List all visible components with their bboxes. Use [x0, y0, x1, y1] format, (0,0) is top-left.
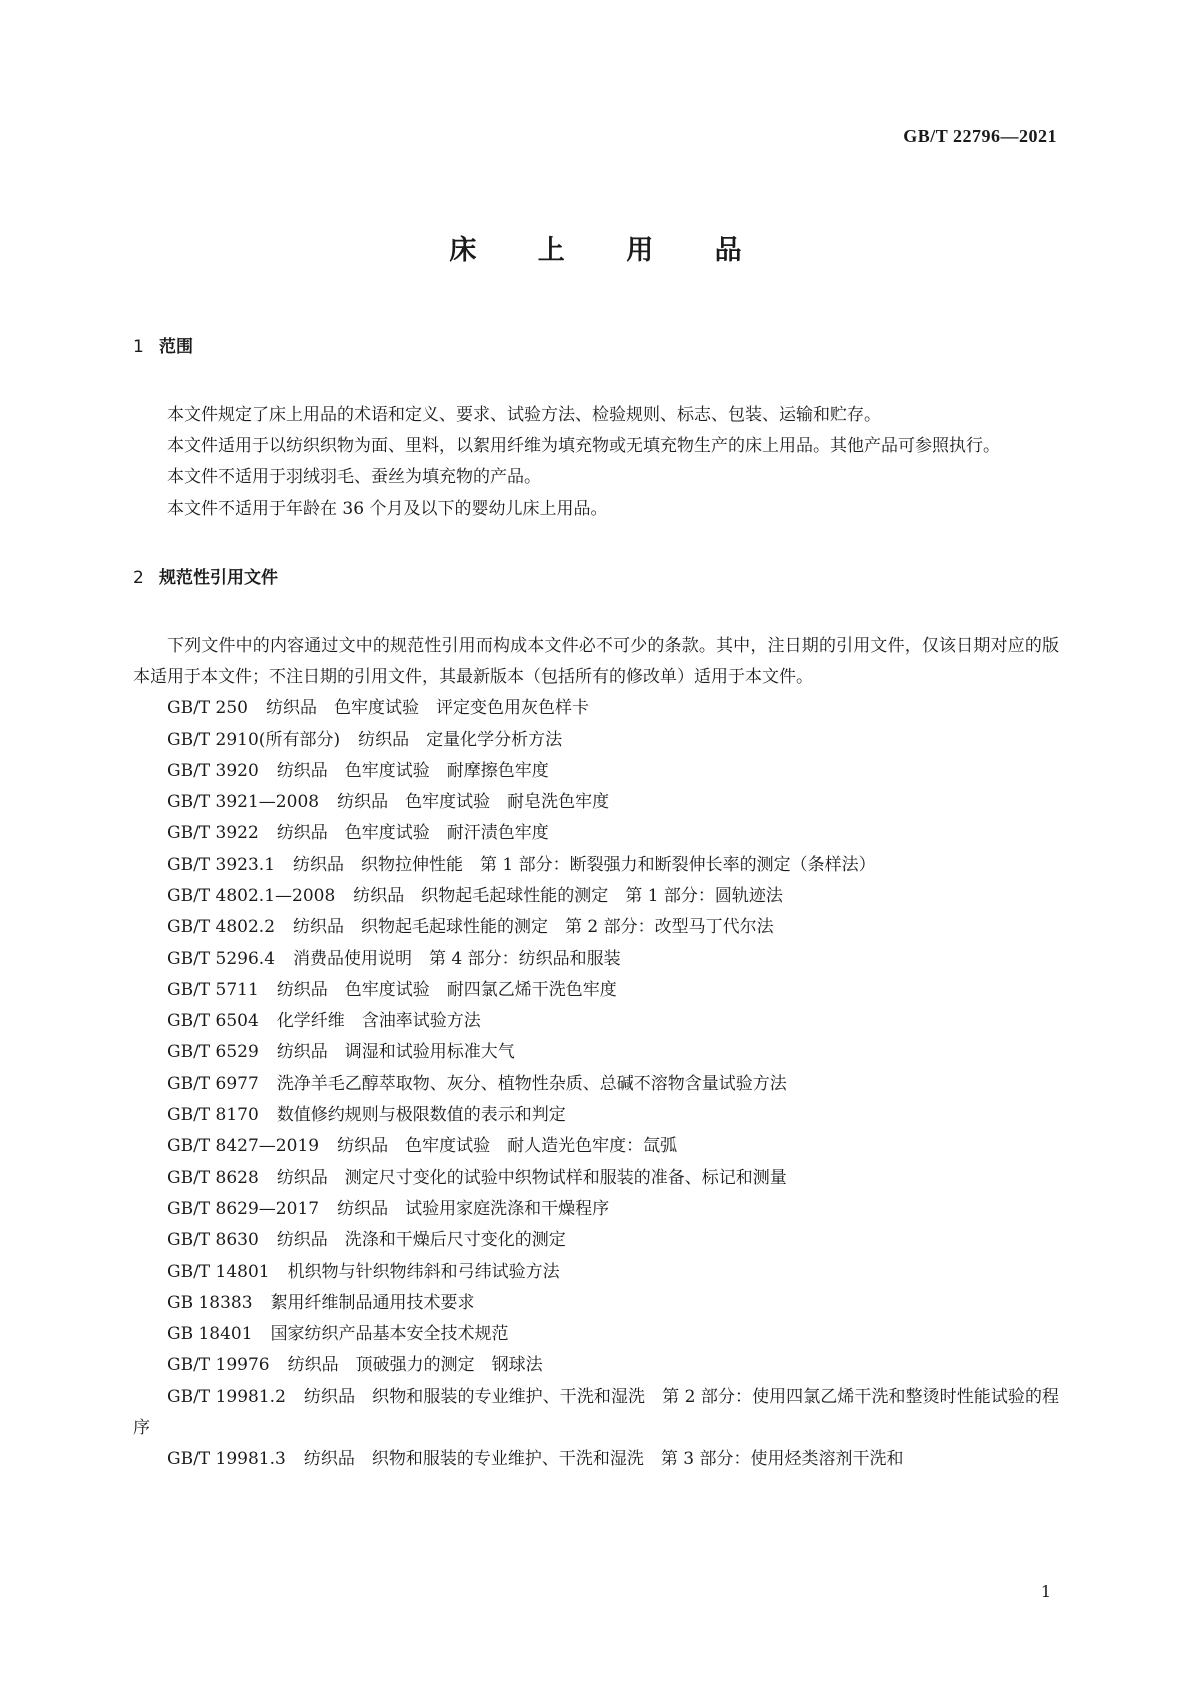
reference-item — [133, 1225, 1059, 1256]
reference-code: GB/T 4802.2 — [167, 917, 276, 938]
section-1-heading — [133, 334, 1059, 360]
standard-number: GB/T 22796—2021 — [903, 126, 1057, 146]
paragraph: 本文件规定了床上用品的术语和定义、要求、试验方法、检验规则、标志、包装、运输和贮存。 — [167, 405, 881, 425]
reference-title: 纺织品 织物和服装的专业维护、干洗和湿洗 第 2 部分：使用四氯乙烯干洗和整烫时性能试验的程序 — [133, 1386, 1060, 1439]
reference-title: 纺织品 调湿和试验用标准大气 — [276, 1042, 515, 1063]
reference-code: GB/T 6977 — [167, 1073, 259, 1094]
reference-item — [133, 975, 1059, 1006]
page-number: 1 — [1040, 1582, 1051, 1601]
reference-code: GB/T 8629—2017 — [167, 1198, 320, 1219]
reference-item — [133, 818, 1059, 849]
reference-title: 纺织品 织物拉伸性能 第 1 部分：断裂强力和断裂伸长率的测定（条样法） — [293, 854, 876, 875]
section-number: 2 — [133, 567, 144, 588]
reference-title: 纺织品 色牢度试验 耐人造光色牢度：氙弧 — [337, 1136, 678, 1157]
reference-item — [133, 725, 1059, 756]
reference-title: 纺织品 顶破强力的测定 钢球法 — [287, 1355, 543, 1376]
reference-title: 机织物与针织物纬斜和弓纬试验方法 — [287, 1261, 560, 1282]
reference-item — [133, 1069, 1059, 1100]
reference-title: 化学纤维 含油率试验方法 — [276, 1011, 481, 1032]
document-body — [133, 334, 1059, 1476]
paragraph: 本文件不适用于年龄在 36 个月及以下的婴幼儿床上用品。 — [167, 498, 608, 519]
reference-code: GB/T 8427—2019 — [167, 1136, 320, 1157]
section-number: 1 — [133, 337, 144, 357]
reference-title: 消费品使用说明 第 4 部分：纺织品和服装 — [293, 948, 621, 969]
section-title: 范围 — [159, 337, 193, 357]
reference-item — [133, 1163, 1059, 1194]
reference-code: GB/T 8630 — [167, 1230, 259, 1251]
reference-title: 纺织品 色牢度试验 耐汗渍色牢度 — [276, 823, 549, 844]
reference-code: GB/T 8170 — [167, 1105, 259, 1126]
reference-code: GB/T 8628 — [167, 1167, 259, 1188]
section-2-heading — [133, 565, 1059, 591]
reference-title: 数值修约规则与极限数值的表示和判定 — [276, 1105, 566, 1126]
reference-title: 国家纺织产品基本安全技术规范 — [270, 1324, 509, 1345]
reference-code: GB/T 250 — [167, 698, 248, 719]
reference-title: 纺织品 色牢度试验 耐四氯乙烯干洗色牢度 — [276, 979, 617, 1000]
reference-code: GB/T 3921—2008 — [167, 792, 320, 813]
paragraph: 本文件适用于以纺织织物为面、里料，以絮用纤维为填充物或无填充物生产的床上用品。其他产品可参照执行。 — [167, 436, 1000, 457]
paragraph: 下列文件中的内容通过文中的规范性引用而构成本文件必不可少的条款。其中，注日期的引用文件，仅该日期对应的版本适用于本文件；不注日期的引用文件，其最新版本（包括所有的修改单）适用于本文件。 — [133, 635, 1059, 688]
reference-code: GB/T 5711 — [167, 979, 259, 1000]
reference-code: GB/T 3922 — [167, 823, 259, 844]
reference-code: GB/T 3923.1 — [167, 854, 276, 875]
reference-title: 纺织品 色牢度试验 耐摩擦色牢度 — [276, 760, 549, 781]
reference-code: GB 18383 — [167, 1292, 253, 1313]
reference-title: 纺织品 织物起毛起球性能的测定 第 2 部分：改型马丁代尔法 — [293, 917, 774, 938]
reference-title: 纺织品 色牢度试验 耐皂洗色牢度 — [337, 792, 610, 813]
reference-item — [133, 1382, 1059, 1445]
section-2-body — [133, 631, 1059, 1476]
reference-item — [133, 850, 1059, 881]
reference-list — [133, 693, 1059, 1475]
reference-title: 纺织品 定量化学分析方法 — [358, 729, 563, 750]
reference-code: GB/T 19981.2 — [167, 1386, 286, 1407]
reference-code: GB/T 19981.3 — [167, 1449, 286, 1470]
reference-item — [133, 881, 1059, 912]
section-1-body — [133, 400, 1059, 525]
reference-item — [133, 1037, 1059, 1068]
reference-item — [133, 1350, 1059, 1381]
reference-item — [133, 1319, 1059, 1350]
reference-code: GB/T 6504 — [167, 1011, 259, 1032]
reference-title: 纺织品 织物和服装的专业维护、干洗和湿洗 第 3 部分：使用烃类溶剂干洗和 — [303, 1449, 904, 1470]
reference-item — [133, 1257, 1059, 1288]
reference-code: GB/T 4802.1—2008 — [167, 886, 336, 906]
reference-title: 纺织品 色牢度试验 评定变色用灰色样卡 — [266, 698, 589, 719]
paragraph: 本文件不适用于羽绒羽毛、蚕丝为填充物的产品。 — [167, 467, 541, 488]
reference-item — [133, 787, 1059, 818]
reference-item — [133, 1131, 1059, 1162]
reference-item — [133, 1100, 1059, 1131]
reference-title: 絮用纤维制品通用技术要求 — [270, 1292, 475, 1313]
reference-code: GB/T 2910(所有部分) — [167, 729, 341, 750]
reference-item — [133, 1444, 1059, 1475]
reference-code: GB/T 19976 — [167, 1355, 270, 1376]
document-title: 床 上 用 品 — [449, 235, 768, 266]
reference-code: GB/T 5296.4 — [167, 948, 276, 969]
reference-item — [133, 756, 1059, 787]
reference-code: GB/T 14801 — [167, 1261, 270, 1282]
reference-title: 纺织品 织物起毛起球性能的测定 第 1 部分：圆轨迹法 — [353, 886, 783, 906]
reference-title: 洗净羊毛乙醇萃取物、灰分、植物性杂质、总碱不溶物含量试验方法 — [276, 1073, 787, 1094]
reference-code: GB 18401 — [167, 1324, 253, 1345]
reference-item — [133, 912, 1059, 943]
reference-item — [133, 1288, 1059, 1319]
section-title: 规范性引用文件 — [159, 567, 278, 588]
reference-item — [133, 693, 1059, 724]
reference-item — [133, 1006, 1059, 1037]
reference-code: GB/T 6529 — [167, 1042, 259, 1063]
reference-code: GB/T 3920 — [167, 760, 259, 781]
reference-title: 纺织品 测定尺寸变化的试验中织物试样和服装的准备、标记和测量 — [276, 1167, 787, 1188]
reference-item — [133, 944, 1059, 975]
reference-title: 纺织品 试验用家庭洗涤和干燥程序 — [337, 1198, 610, 1219]
reference-item — [133, 1194, 1059, 1225]
reference-title: 纺织品 洗涤和干燥后尺寸变化的测定 — [276, 1230, 566, 1251]
